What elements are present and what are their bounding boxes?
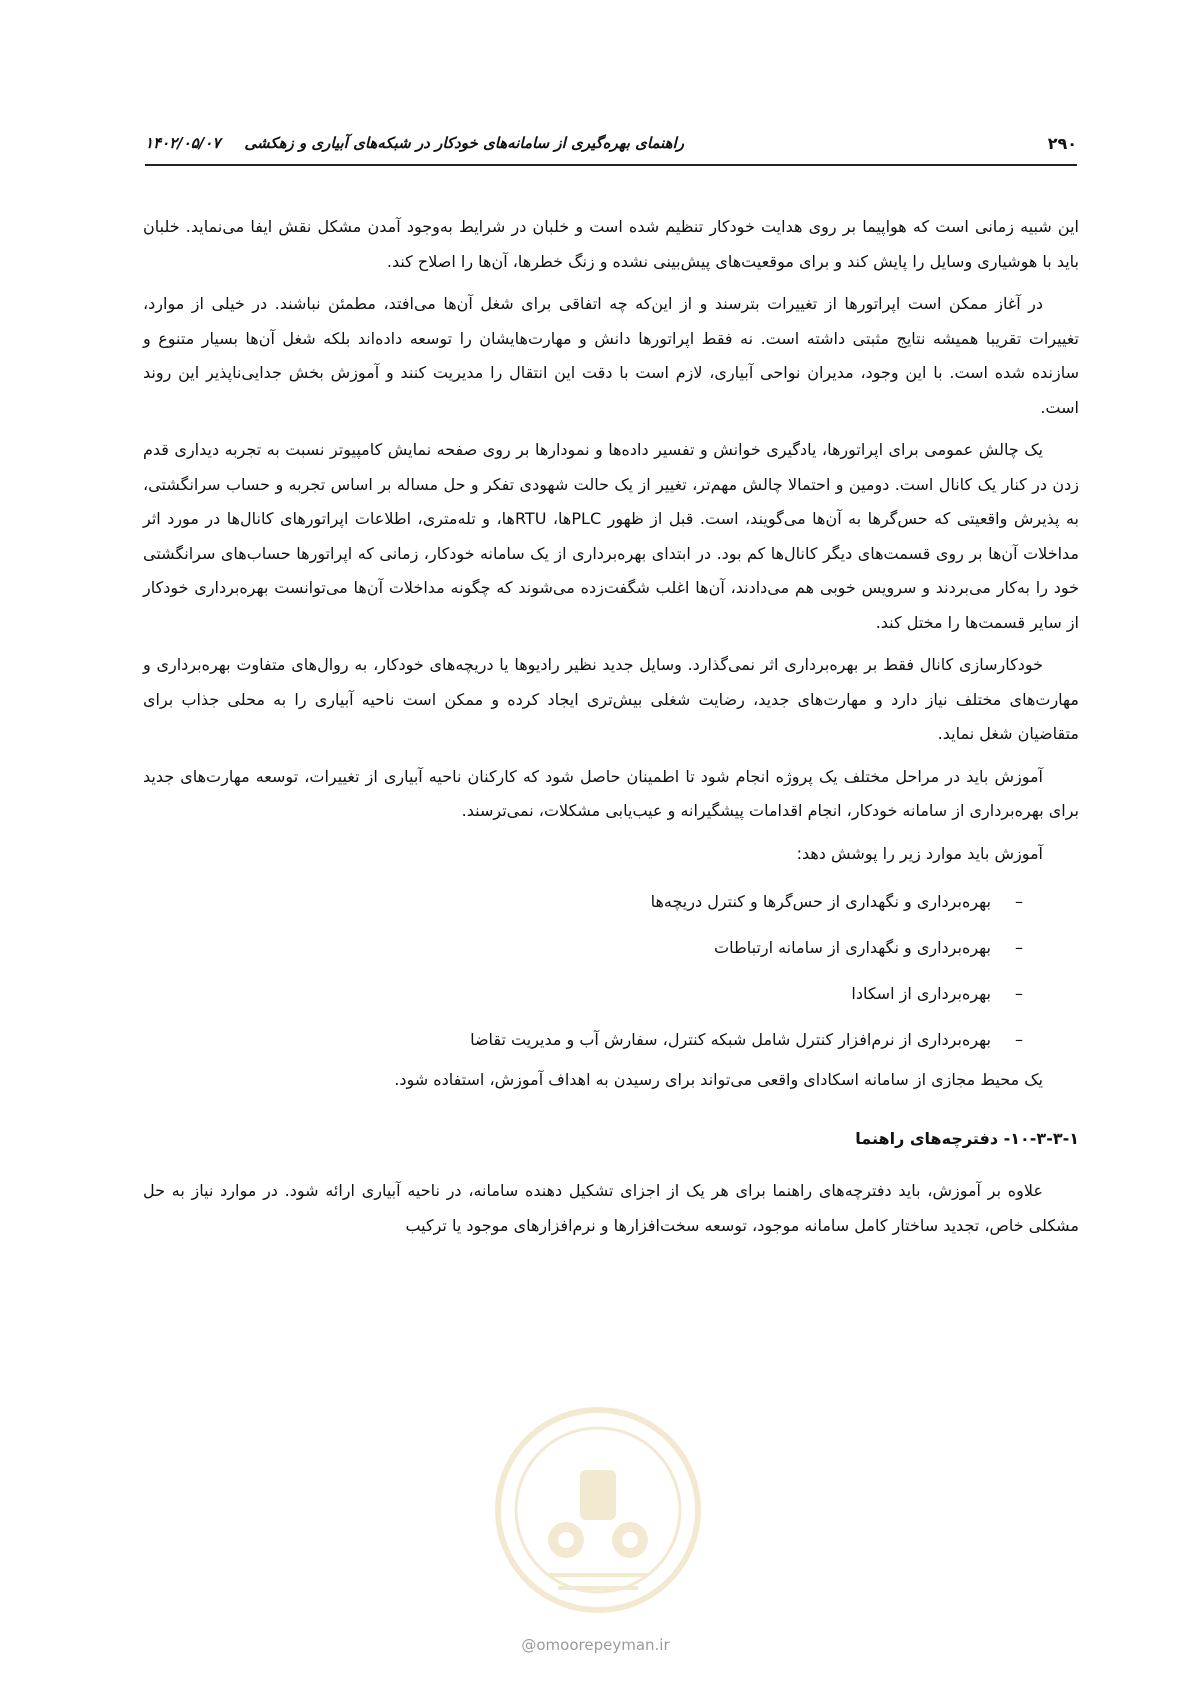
list-item-text: بهره‌برداری و نگهداری از سامانه ارتباطات [714,938,991,957]
paragraph: خودکارسازی کانال فقط بر بهره‌برداری اثر نمی‌گذارد. وسایل جدید نظیر رادیوها یا دریچه‌های خودکار، به روال‌های متفاوت بهره‌برداری و مهارت‌های مختلف نیاز دارد و مهارت‌های جدید، رضایت شغلی بیش‌تری ایجاد کرده و ممکن است ناحیه آبیاری را به محلی جذاب برای متقاضیان شغل نماید. [143,655,1079,743]
paragraph: آموزش باید موارد زیر را پوشش دهد: [796,843,1043,863]
list-item-text: بهره‌برداری و نگهداری از حس‌گرها و کنترل دریچه‌ها [650,892,991,911]
watermark-seal-icon [488,1400,708,1620]
paragraph: علاوه بر آموزش، باید دفترچه‌های راهنما برای هر یک از اجزای تشکیل دهنده سامانه، در ناحیه آبیاری ارائه شود. در موارد نیاز به حل مشکلی خاص، تجدید ساختار کامل سامانه موجود، توسعه سخت‌افزارها و نرم‌افزارهای موجود یا ترکیب [143,1181,1079,1235]
header-rule [145,164,1077,166]
bullet-list [143,879,1079,1063]
page-header [145,128,1077,158]
list-item [143,925,1029,971]
header-title: راهنمای بهره‌گیری از سامانه‌های خودکار در شبکه‌های آبیاری و زهکشی [244,134,684,152]
dash-icon: – [1015,892,1023,911]
body-text [143,210,1079,1251]
page-number: ۲۹۰ [1047,133,1077,153]
list-item-text: بهره‌برداری از نرم‌افزار کنترل شامل شبکه کنترل، سفارش آب و مدیریت تقاضا [470,1030,991,1049]
watermark-site: @omoorepeyman.ir [521,1636,670,1654]
paragraph: در آغاز ممکن است اپراتورها از تغییرات بترسند و از این‌که چه اتفاقی برای شغل آن‌ها می‌افتد، مطمئن نباشند. در خیلی از موارد، تغییرات تقریبا همیشه نتایج مثبتی داشته است. نه فقط اپراتورها دانش و مهارت‌هایشان را توسعه داده‌اند بلکه شغل آن‌ها بسیار متنوع و سازنده شده است. با این وجود، مدیران نواحی آبیاری، لازم است با دقت این انتقال را مدیریت کنند و آموزش بخش جدایی‌ناپذیر این روند است. [143,294,1079,417]
paragraph: این شبیه زمانی است که هواپیما بر روی هدایت خودکار تنظیم شده است و خلبان در شرایط به‌وجود آمدن مشکل نقش ایفا می‌نماید. خلبان باید با هوشیاری وسایل را پایش کند و برای موقعیت‌های پیش‌بینی نشده و زنگ خطرها، آن‌ها را اصلاح کند. [143,217,1079,271]
list-item [143,971,1029,1017]
paragraph: یک چالش عمومی برای اپراتورها، یادگیری خوانش و تفسیر داده‌ها و نمودارها بر روی صفحه نمایش کامپیوتر نسبت به تجربه دیداری قدم زدن در کنار یک کانال است. دومین و احتمالا چالش مهم‌تر، تغییر از یک حالت شهودی تفکر و حل مساله بر اساس تجربه و حساب سرانگشتی، به پذیرش واقعیتی که حس‌گرها به آن‌ها می‌گویند، است. قبل از ظهور PLCها، RTUها، و تله‌متری، اطلاعات اپراتورهای کانال‌ها در مورد اثر مداخلات آن‌ها بر روی قسمت‌های دیگر کانال‌ها کم بود. در ابتدای بهره‌برداری از یک سامانه خودکار، زمانی که اپراتورها حساب‌های سرانگشتی خود را به‌کار می‌بردند و سرویس خوبی هم می‌دادند، آن‌ها اغلب شگفت‌زده می‌شوند که چگونه مداخلات آن‌ها می‌توانست بهره‌برداری خودکار از سایر قسمت‌ها را مختل کند. [143,440,1080,632]
list-item [143,1017,1029,1063]
paragraph: آموزش باید در مراحل مختلف یک پروژه انجام شود تا اطمینان حاصل شود که کارکنان ناحیه آبیاری از تغییرات، توسعه مهارت‌های جدید برای بهره‌برداری از سامانه خودکار، انجام اقدامات پیشگیرانه و عیب‌یابی مشکلات، نمی‌ترسند. [143,766,1079,820]
section-heading: ۱۰-۳-۳-۱- دفترچه‌های راهنما [855,1128,1079,1148]
dash-icon: – [1015,984,1023,1003]
dash-icon: – [1015,1030,1023,1049]
header-date: ۱۴۰۲/۰۵/۰۷ [145,134,221,152]
list-item [143,879,1029,925]
list-item-text: بهره‌برداری از اسکادا [851,984,991,1003]
dash-icon: – [1015,938,1023,957]
running-header [145,128,684,158]
paragraph: یک محیط مجازی از سامانه اسکادای واقعی می‌تواند برای رسیدن به اهداف آموزش، استفاده شود. [394,1070,1043,1089]
